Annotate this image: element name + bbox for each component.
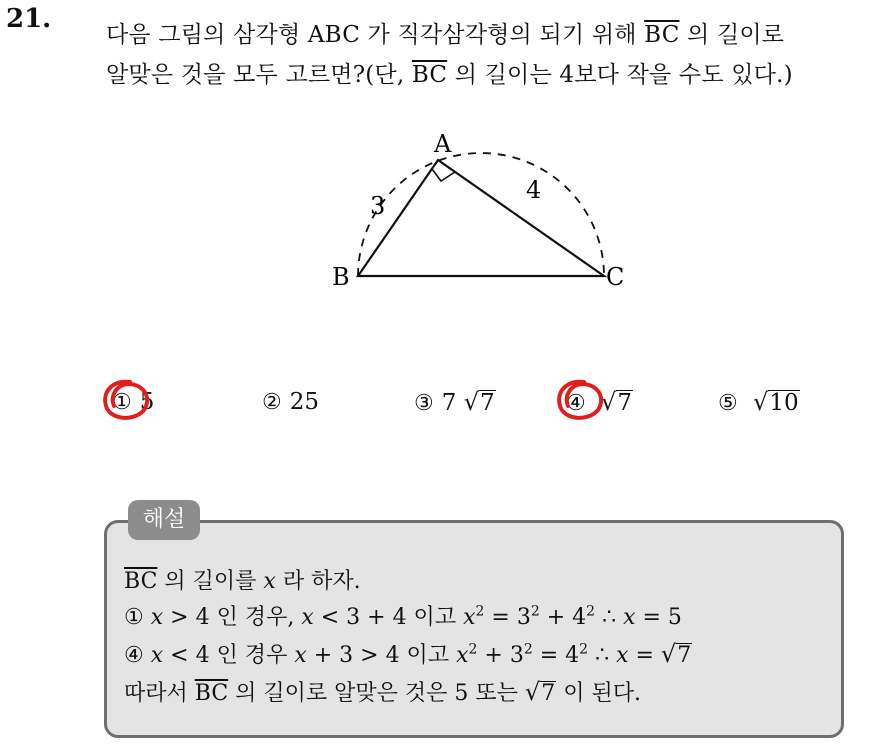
sol-4-radicand: 7 [541, 681, 556, 706]
question-text-1a: 다음 그림의 삼각형 ABC 가 직각삼각형의 되기 위해 [106, 22, 645, 48]
question-line-1 [106, 16, 784, 49]
sol-3-radicand: 7 [677, 643, 692, 668]
answer-mark-4 [554, 378, 606, 424]
choice-5[interactable] [718, 384, 800, 420]
sol-3-cond: < 4 인 경우 [163, 643, 295, 668]
sol-4-post: 이 된다. [556, 681, 641, 706]
sol-4-pre: 따라서 [124, 681, 195, 706]
semicircle-arc [358, 153, 604, 276]
sol-4-segment-bc: $\overline{BC}$ [194, 681, 229, 706]
question-text-2b: 의 길이는 4보다 작을 수도 있다.) [447, 62, 793, 88]
sol-var-x: x [263, 569, 276, 594]
sol-3-sqrt: √7 [660, 640, 692, 668]
solution-line-4 [124, 676, 641, 707]
sol-2-x3: x [463, 605, 476, 630]
side-ab-length: 3 [370, 192, 386, 220]
sol-3-x3: x [456, 643, 469, 668]
choice-2-value: 25 [289, 389, 320, 415]
sol-text-1b: 라 하자. [275, 569, 361, 594]
sol-2-ans: = 5 [635, 605, 682, 630]
question-text-2a: 알맞은 것을 모두 고르면?(단, [106, 62, 412, 88]
sol-text-1a: 의 길이를 [157, 569, 264, 594]
solution-line-1 [124, 564, 361, 595]
choice-5-sqrt: √10 [753, 388, 799, 416]
triangle-diagram [310, 120, 650, 300]
choice-1-value: 5 [139, 389, 155, 415]
sol-3-x2: x [294, 643, 307, 668]
choice-4-radicand: 7 [617, 390, 632, 416]
sol-3-ans: = [628, 643, 661, 668]
solution-label: 해설 [128, 500, 200, 540]
sol-2-num: ① [124, 605, 144, 630]
sol-2-eq: = 3 [484, 605, 531, 630]
sol-2-sq2: 2 [530, 603, 540, 620]
sol-3-eq2: = 4 [532, 643, 580, 668]
question-text-1b: 의 길이로 [679, 22, 785, 48]
sol-2-cond: > 4 인 경우, [163, 605, 302, 630]
sol-3-x1: x [150, 643, 164, 668]
choice-3-number: ③ [414, 391, 434, 416]
choice-4-number: ④ [566, 391, 586, 416]
choice-5-number: ⑤ [718, 391, 738, 416]
side-ac-length: 4 [526, 176, 542, 204]
sol-2-ineq: < 3 + 4 이고 [313, 605, 464, 630]
solution-line-3 [124, 638, 692, 669]
sol-3-therefore: ∴ [588, 643, 617, 668]
sol-2-eq2: + 4 [539, 605, 587, 630]
triangle-abc [358, 160, 604, 276]
sol-segment-bc: $\overline{BC}$ [124, 569, 158, 594]
question-number: 21. [6, 4, 52, 34]
choice-2[interactable] [262, 384, 319, 420]
sol-2-x4: x [623, 605, 636, 630]
choice-3-coef: 7 [441, 390, 457, 416]
sol-3-ineq: + 3 > 4 이고 [306, 643, 457, 668]
label-b: B [332, 263, 350, 291]
sol-4-sqrt: √7 [524, 678, 556, 706]
sol-3-sq2: 2 [523, 641, 533, 658]
sol-2-sq3: 2 [586, 603, 596, 620]
solution-line-2 [124, 600, 682, 631]
sol-3-eq: + 3 [477, 643, 524, 668]
choice-4-sqrt: √7 [601, 388, 632, 416]
segment-bc: $\overline{BC}$ [644, 22, 680, 48]
choice-2-number: ② [262, 390, 282, 415]
choice-1-number: ① [112, 390, 132, 415]
choice-3[interactable] [414, 384, 496, 420]
sol-2-x1: x [150, 605, 164, 630]
label-a: A [434, 130, 452, 158]
label-c: C [606, 263, 625, 291]
sol-3-sq1: 2 [468, 641, 478, 658]
sol-2-sq1: 2 [475, 603, 485, 620]
sol-2-therefore: ∴ [595, 605, 624, 630]
answer-mark-1 [100, 378, 152, 424]
sol-3-x4: x [616, 643, 629, 668]
sol-3-sq3: 2 [579, 641, 589, 658]
choice-3-radicand: 7 [479, 390, 495, 416]
sol-3-num: ④ [124, 643, 144, 668]
triangle-figure [310, 120, 650, 300]
sol-4-mid: 의 길이로 알맞은 것은 5 또는 [228, 681, 525, 706]
choice-3-sqrt: √7 [463, 388, 495, 416]
segment-bc-2: $\overline{BC}$ [411, 62, 448, 88]
question-line-2 [106, 56, 793, 89]
sol-2-x2: x [301, 605, 314, 630]
choice-5-radicand: 10 [769, 390, 799, 416]
